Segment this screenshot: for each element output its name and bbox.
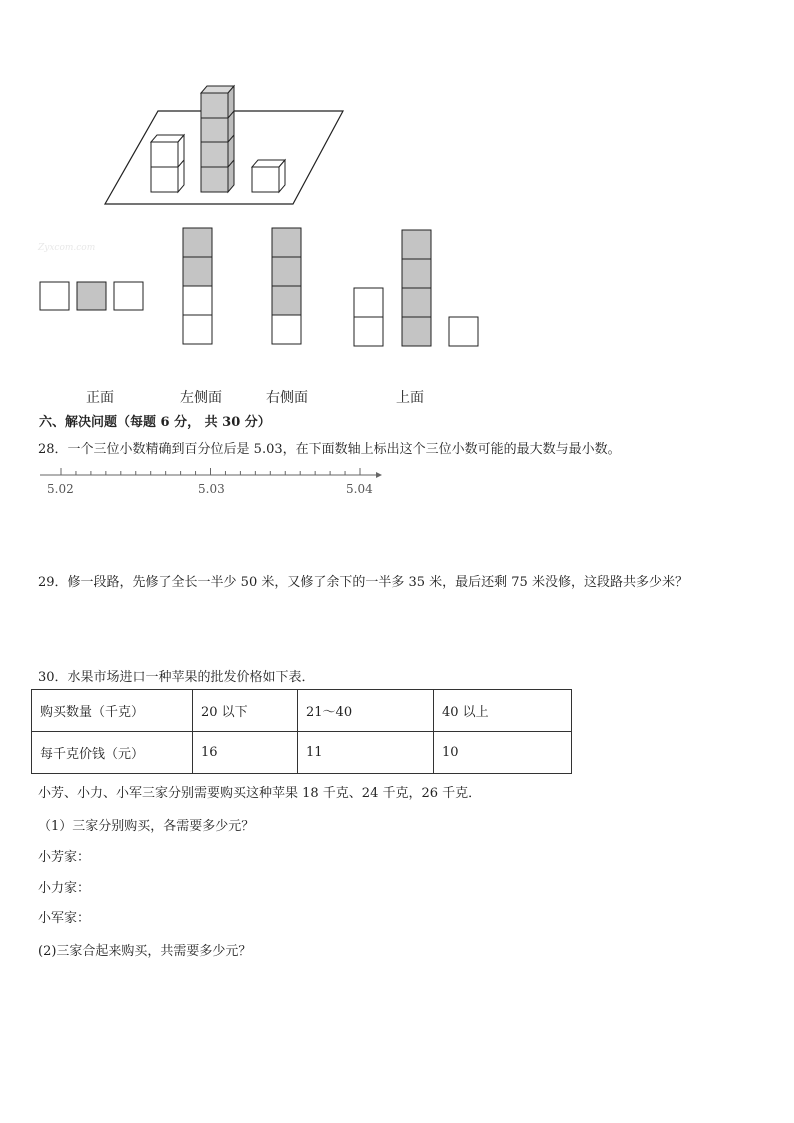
- front-view-figure: [39, 281, 145, 312]
- watermark: Zyxcom.com: [38, 243, 96, 253]
- section-title: 六、解决问题（每题 6 分， 共 30 分）: [39, 415, 271, 430]
- cube-stack-left: [151, 135, 184, 192]
- q30-statement: 小芳、小力、小军三家分别需要购买这种苹果 18 千克、24 千克，26 千克．: [38, 786, 482, 801]
- table-cell: 20 以下: [193, 690, 298, 732]
- table-cell: 每千克价钱（元）: [32, 732, 193, 774]
- q28-text: 28．一个三位小数精确到百分位后是 5.03，在下面数轴上标出这个三位小数可能的最大数与最小数。: [38, 442, 621, 457]
- table-cell: 购买数量（千克）: [32, 690, 193, 732]
- number-line: [40, 466, 385, 480]
- answer-label-xiaoli: 小力家：: [38, 881, 91, 896]
- q30-part2: (2)三家合起来购买，共需要多少元？: [38, 944, 252, 959]
- table-cell: 16: [193, 732, 298, 774]
- answer-label-xiaojun: 小军家：: [38, 911, 91, 926]
- table-cell: 11: [298, 732, 434, 774]
- left-view-figure: [182, 227, 215, 346]
- table-cell: 40 以上: [434, 690, 572, 732]
- label-front-view: 正面: [86, 390, 114, 406]
- cube-stack-middle: [201, 86, 234, 192]
- axis-label-5-02: 5.02: [47, 482, 74, 496]
- label-right-view: 右侧面: [266, 390, 308, 406]
- q30-intro: 30．水果市场进口一种苹果的批发价格如下表．: [38, 670, 315, 685]
- q30-part1: （1）三家分别购买，各需要多少元？: [38, 819, 255, 834]
- label-top-view: 上面: [396, 390, 424, 406]
- answer-label-xiaofang: 小芳家：: [38, 850, 91, 865]
- table-cell: 10: [434, 732, 572, 774]
- price-table: [31, 689, 572, 774]
- table-cell: 21～40: [298, 690, 434, 732]
- axis-label-5-03: 5.03: [198, 482, 225, 496]
- cube-single-right: [252, 160, 285, 192]
- table-row: [32, 732, 572, 774]
- top-view-figure: [353, 229, 483, 349]
- table-row: [32, 690, 572, 732]
- right-view-figure: [271, 227, 304, 346]
- cube-3d-figure: [100, 80, 360, 210]
- q29-text: 29．修一段路，先修了全长一半少 50 米，又修了余下的一半多 35 米，最后还剩 75 米没修，这段路共多少米？: [38, 575, 688, 590]
- axis-label-5-04: 5.04: [346, 482, 373, 496]
- label-left-view: 左侧面: [180, 390, 222, 406]
